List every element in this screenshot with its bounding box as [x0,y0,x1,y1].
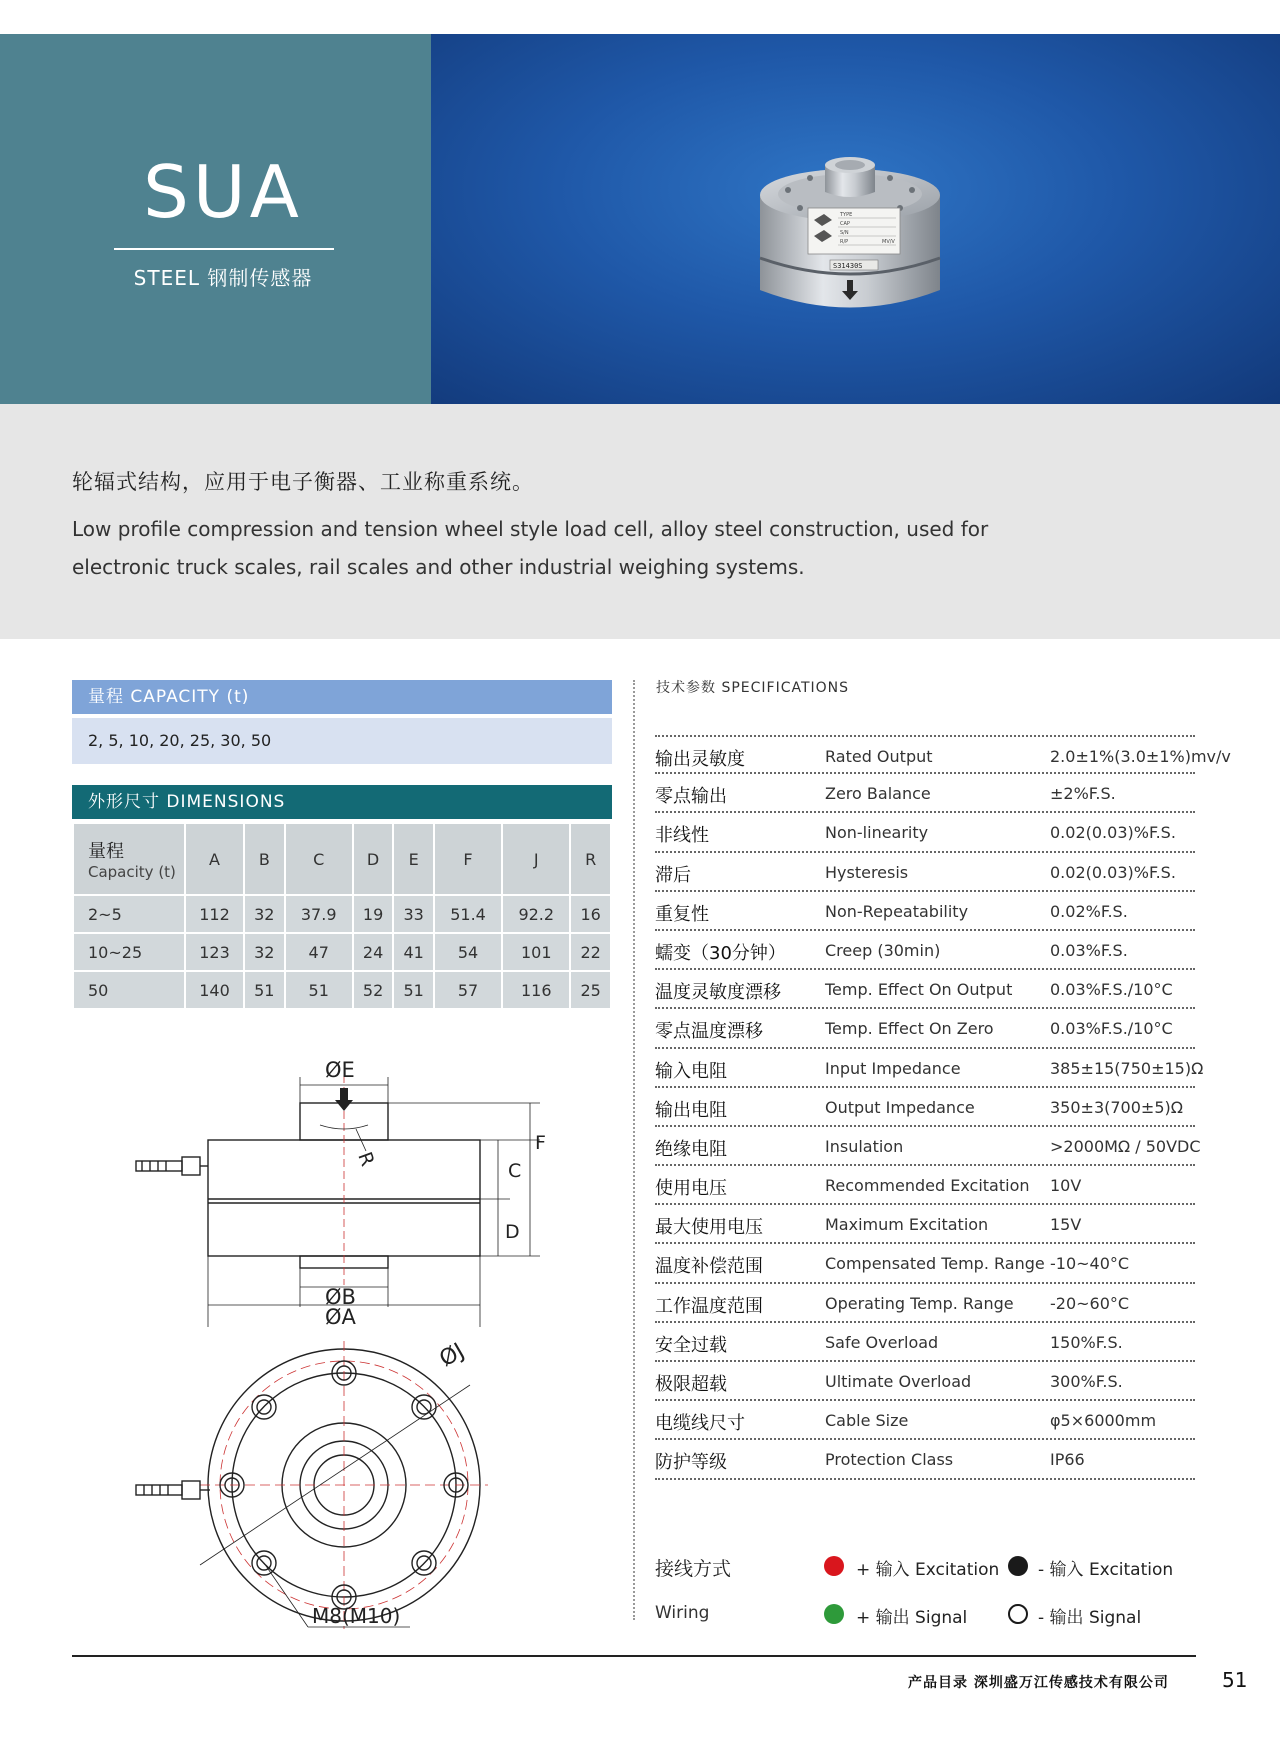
table-cell: 2~5 [73,895,185,933]
load-cell-photo [740,150,960,350]
spec-name-en: Rated Output [825,747,933,766]
table-cell: 140 [185,971,244,1009]
table-cell: 51 [244,971,285,1009]
spec-value: 0.03%F.S./10°C [1050,980,1173,1000]
column-header: A [185,823,244,895]
table-row [73,895,611,933]
table-cell: 123 [185,933,244,971]
dimensions-table [72,822,612,1010]
spec-value: 385±15(750±15)Ω [1050,1058,1204,1078]
table-cell: 41 [393,933,434,971]
spec-row [655,1244,1195,1283]
spec-name-cn: 输入电阻 [655,1060,727,1082]
table-cell: 10~25 [73,933,185,971]
spec-name-cn: 零点输出 [655,786,727,808]
thread-label: M8(M10) [312,1604,401,1628]
spec-row [655,1362,1195,1401]
header-en: Capacity (t) [88,863,176,881]
spec-name-en: Insulation [825,1136,904,1156]
page-number: 51 [1222,1668,1248,1692]
dim-label-b: ØB [325,1285,356,1309]
wiring-item: + 输出 Signal [856,1608,968,1628]
spec-row [655,892,1195,931]
dim-label-e: ØE [325,1058,355,1082]
spec-name-en: Cable Size [825,1411,909,1431]
table-cell: 51 [393,971,434,1009]
table-cell: 54 [434,933,502,971]
load-arrow-icon [335,1088,353,1111]
spec-name-cn: 零点温度漂移 [655,1021,763,1043]
dim-label-r: R [353,1149,379,1170]
spec-value: -20~60°C [1050,1293,1130,1313]
spec-row [655,1205,1195,1244]
column-header: C [285,823,353,895]
spec-row [655,1088,1195,1127]
column-header: J [502,823,570,895]
top-view [136,1338,488,1629]
spec-value: 0.03%F.S./10°C [1050,1019,1173,1039]
spec-name-en: Zero Balance [825,784,931,804]
spec-name-cn: 非线性 [655,825,709,847]
dim-label-a: ØA [325,1305,356,1329]
spec-row [655,1323,1195,1362]
table-cell: 32 [244,895,285,933]
black-dot-icon [1008,1556,1028,1576]
label-line: CAP [840,221,850,227]
footer-rule [72,1655,1196,1657]
column-header: F [434,823,502,895]
dim-label-f: F [535,1132,546,1154]
table-cell: 19 [353,895,394,933]
spec-name-en: Recommended Excitation [825,1176,1030,1196]
spec-name-en: Non-Repeatability [825,901,969,921]
table-cell: 51.4 [434,895,502,933]
dimensions-heading: 外形尺寸 DIMENSIONS [72,785,612,819]
table-cell: 50 [73,971,185,1009]
hollow-dot-icon [1008,1604,1028,1624]
spec-value: 150%F.S. [1050,1332,1123,1352]
spec-name-cn: 极限超载 [655,1374,727,1395]
capacity-values: 2, 5, 10, 20, 25, 30, 50 [72,718,612,764]
spec-name-en: Hysteresis [825,862,909,882]
spec-name-cn: 安全过载 [655,1334,727,1356]
title-divider [114,248,334,250]
label-unit: MV/V [882,239,895,245]
capacity-header-cell [73,823,185,895]
spec-name-cn: 工作温度范围 [655,1295,763,1317]
spec-value: 300%F.S. [1050,1372,1123,1391]
table-cell: 22 [570,933,611,971]
spec-value: 10V [1050,1176,1082,1196]
green-dot-icon [824,1604,844,1624]
column-header: E [393,823,434,895]
column-header: B [244,823,285,895]
spec-row [655,931,1195,970]
table-header-row [73,823,611,895]
spec-name-en: Ultimate Overload [825,1372,972,1391]
spec-name-cn: 防护等级 [655,1452,727,1474]
spec-value: 0.02%F.S. [1050,901,1128,921]
label-line: TYPE [840,212,853,218]
spec-name-en: Non-linearity [825,823,929,843]
spec-row [655,853,1195,892]
spec-row [655,1049,1204,1088]
spec-row [655,1440,1195,1479]
spec-row [655,1284,1195,1323]
spec-name-cn: 滞后 [655,864,691,886]
description-cn: 轮辐式结构，应用于电子衡器、工业称重系统。 [72,470,534,494]
table-cell: 16 [570,895,611,933]
table-cell: 32 [244,933,285,971]
table-cell: 37.9 [285,895,353,933]
spec-value: 2.0±1%(3.0±1%)mv/v [1050,747,1231,766]
table-cell: 57 [434,971,502,1009]
spec-name-cn: 电缆线尺寸 [655,1413,745,1435]
column-header: D [353,823,394,895]
spec-value: 15V [1050,1215,1082,1235]
spec-value: 0.02(0.03)%F.S. [1050,823,1176,843]
table-cell: 116 [502,971,570,1009]
spec-value: 350±3(700±5)Ω [1050,1097,1183,1117]
table-cell: 47 [285,933,353,971]
header-cn: 量程 [88,841,124,862]
table-cell: 101 [502,933,570,971]
spec-name-cn: 蠕变（30分钟） [655,942,786,964]
spec-name-en: Creep (30min) [825,940,941,960]
technical-drawing [120,1055,570,1628]
spec-row [655,1401,1195,1440]
spec-row [655,970,1195,1009]
column-header: R [570,823,611,895]
spec-name-en: Temp. Effect On Output [825,980,1013,1000]
spec-row [655,735,1231,774]
dim-label-j: ØJ [435,1338,469,1373]
spec-value: 0.02(0.03)%F.S. [1050,862,1176,882]
spec-name-en: Compensated Temp. Range [825,1254,1045,1274]
spec-value: -10~40°C [1050,1254,1130,1274]
wiring-label-cn: 接线方式 [655,1558,732,1580]
table-cell: 112 [185,895,244,933]
spec-name-cn: 温度灵敏度漂移 [655,982,781,1004]
spec-row [655,774,1195,813]
spec-name-en: Operating Temp. Range [825,1293,1014,1313]
table-row [73,933,611,971]
serial-number: S31430S [833,262,863,270]
wiring-item: - 输入 Excitation [1038,1560,1174,1580]
spec-name-en: Maximum Excitation [825,1215,989,1235]
wiring-item: - 输出 Signal [1038,1608,1142,1628]
spec-value: >2000MΩ / 50VDC [1050,1136,1201,1156]
wiring-item: + 输入 Excitation [856,1560,1000,1580]
wiring-label-en: Wiring [655,1603,710,1623]
spec-row [655,1009,1195,1048]
table-cell: 92.2 [502,895,570,933]
spec-value: φ5×6000mm [1050,1411,1157,1431]
spec-name-en: Protection Class [825,1450,954,1470]
table-row [73,971,611,1009]
table-cell: 33 [393,895,434,933]
dim-label-d: D [505,1221,520,1243]
dim-label-c: C [508,1160,522,1182]
spec-name-cn: 使用电压 [655,1178,727,1200]
spec-name-en: Output Impedance [825,1097,975,1117]
spec-value: 0.03%F.S. [1050,940,1128,960]
red-dot-icon [824,1556,844,1576]
table-cell: 51 [285,971,353,1009]
table-cell: 52 [353,971,394,1009]
spec-row [655,1166,1195,1205]
spec-name-cn: 输出电阻 [655,1099,727,1121]
spec-row [655,813,1195,852]
specifications-list [655,735,1231,1480]
spec-name-cn: 温度补偿范围 [655,1256,763,1278]
specifications-heading: 技术参数 SPECIFICATIONS [656,680,850,696]
spec-name-en: Safe Overload [825,1332,939,1352]
footer-text: 产品目录 深圳盛万江传感技术有限公司 [908,1675,1169,1691]
spec-name-cn: 最大使用电压 [655,1217,763,1239]
capacity-heading: 量程 CAPACITY (t) [72,680,612,714]
spec-name-cn: 输出灵敏度 [655,749,745,770]
table-cell: 24 [353,933,394,971]
spec-name-en: Temp. Effect On Zero [825,1019,994,1039]
description-en: Low profile compression and tension wheel style load cell, alloy steel construction, used for electronic truck scales, rail scales and other industrial weighing systems. [72,517,989,579]
spec-name-cn: 重复性 [655,903,709,925]
spec-name-en: Input Impedance [825,1058,961,1078]
spec-row [655,1127,1201,1166]
spec-name-cn: 绝缘电阻 [655,1138,727,1160]
column-divider [633,680,635,1620]
spec-value: IP66 [1050,1450,1085,1470]
product-title: SUA [143,150,303,234]
table-cell: 25 [570,971,611,1009]
label-line: R/P [840,239,849,245]
label-line: S/N [840,230,849,236]
product-subtitle: STEEL 钢制传感器 [133,266,313,290]
spec-value: ±2%F.S. [1050,784,1116,804]
